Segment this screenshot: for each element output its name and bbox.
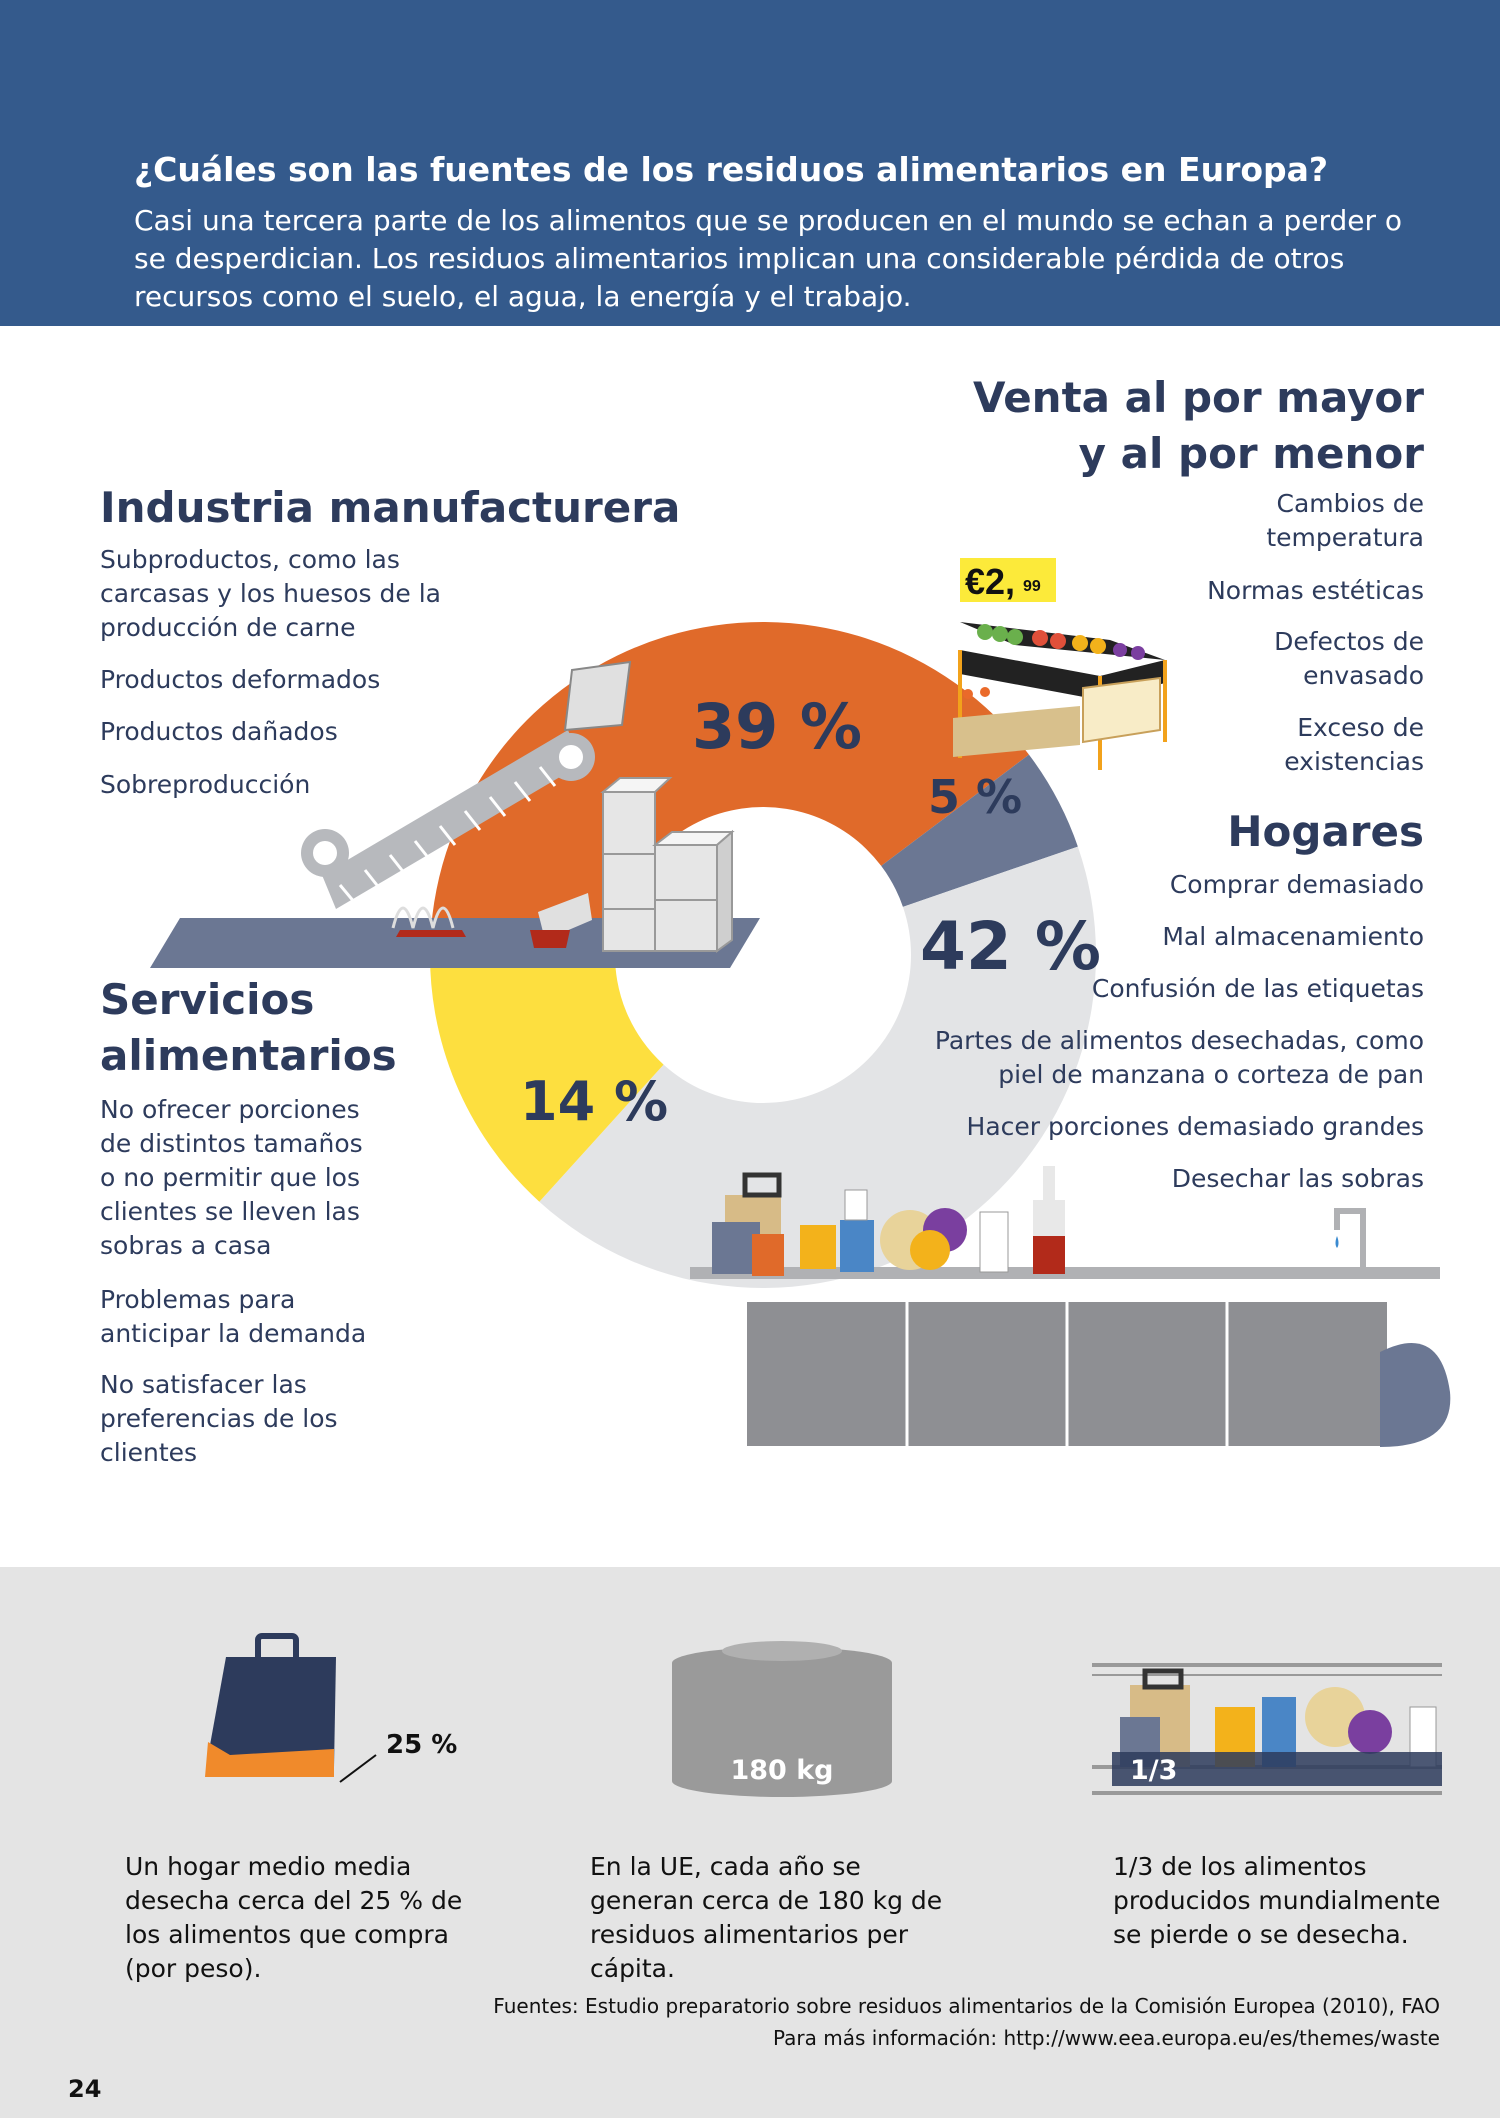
food-services-item: Problemas para anticipar la demanda <box>100 1285 367 1348</box>
shopping-bag-icon <box>205 1636 376 1782</box>
sources-note <box>493 1990 1440 2054</box>
sources-line: Fuentes: Estudio preparatorio sobre residuos alimentarios de la Comisión Europea (2010), FAO <box>493 1994 1440 2018</box>
slice-label-retail: 5 % <box>928 770 1023 824</box>
manufacturing-item: Productos deformados <box>100 665 381 694</box>
stat-text-tank: En la UE, cada año se generan cerca de 180 kg de residuos alimentarios per cápita. <box>590 1852 943 1983</box>
stat-figure-tank: 180 kg <box>730 1755 834 1786</box>
stat-figure-shelf: 1/3 <box>1130 1755 1178 1786</box>
slice-label-households: 42 % <box>920 908 1101 985</box>
price-tag-main: €2, <box>965 561 1016 602</box>
households-item: Partes de alimentos desechadas, como piel de manzana o corteza de pan <box>934 1026 1424 1089</box>
more-info-link[interactable]: Para más información: http://www.eea.europa.eu/es/themes/waste <box>773 2026 1440 2050</box>
retail-item: Cambios de temperatura <box>1266 489 1424 552</box>
food-services-title-line2: alimentarios <box>100 1031 397 1080</box>
market-stall-icon <box>953 558 1167 770</box>
stat-figure-bag: 25 % <box>386 1730 458 1760</box>
retail-item: Defectos de envasado <box>1274 627 1424 690</box>
manufacturing-item: Productos dañados <box>100 717 338 746</box>
stat-text-shelf: 1/3 de los alimentos producidos mundialmente se pierde o se desecha. <box>1113 1852 1441 1949</box>
food-services-title-line1: Servicios <box>100 975 315 1024</box>
retail-title-line1: Venta al por mayor <box>972 373 1424 422</box>
page-number: 24 <box>68 2075 102 2103</box>
retail-item: Normas estéticas <box>1207 576 1424 605</box>
manufacturing-item: Subproductos, como las carcasas y los huesos de la producción de carne <box>100 545 441 642</box>
slice-label-manufacturing: 39 % <box>692 690 862 763</box>
households-title: Hogares <box>1227 807 1424 856</box>
households-item: Desechar las sobras <box>1171 1164 1424 1193</box>
slice-label-food-services: 14 % <box>520 1070 669 1133</box>
page-title: ¿Cuáles son las fuentes de los residuos alimentarios en Europa? <box>134 150 1329 189</box>
households-item: Confusión de las etiquetas <box>1091 974 1424 1003</box>
households-item: Comprar demasiado <box>1169 870 1424 899</box>
page-intro: Casi una tercera parte de los alimentos que se producen en el mundo se echan a perder o se desperdician. Los residuos alimentarios implican una considerable pérdida de otros recursos como el suelo, el agua, la energía y el trabajo. <box>134 204 1403 313</box>
stat-text-bag: Un hogar medio media desecha cerca del 25 % de los alimentos que compra (por peso). <box>125 1852 463 1983</box>
stats-icons <box>0 1567 1500 1867</box>
households-item: Mal almacenamiento <box>1162 922 1424 951</box>
retail-title-line2: y al por menor <box>1078 429 1424 478</box>
retail-item: Exceso de existencias <box>1284 713 1424 776</box>
households-item: Hacer porciones demasiado grandes <box>966 1112 1424 1141</box>
manufacturing-item: Sobreproducción <box>100 770 311 799</box>
food-services-item: No satisfacer las preferencias de los clientes <box>100 1370 338 1467</box>
food-services-item: No ofrecer porciones de distintos tamaños o no permitir que los clientes se lleven las sobras a casa <box>100 1095 363 1260</box>
price-tag-cents: 99 <box>1023 578 1041 595</box>
manufacturing-title: Industria manufacturera <box>100 483 681 532</box>
